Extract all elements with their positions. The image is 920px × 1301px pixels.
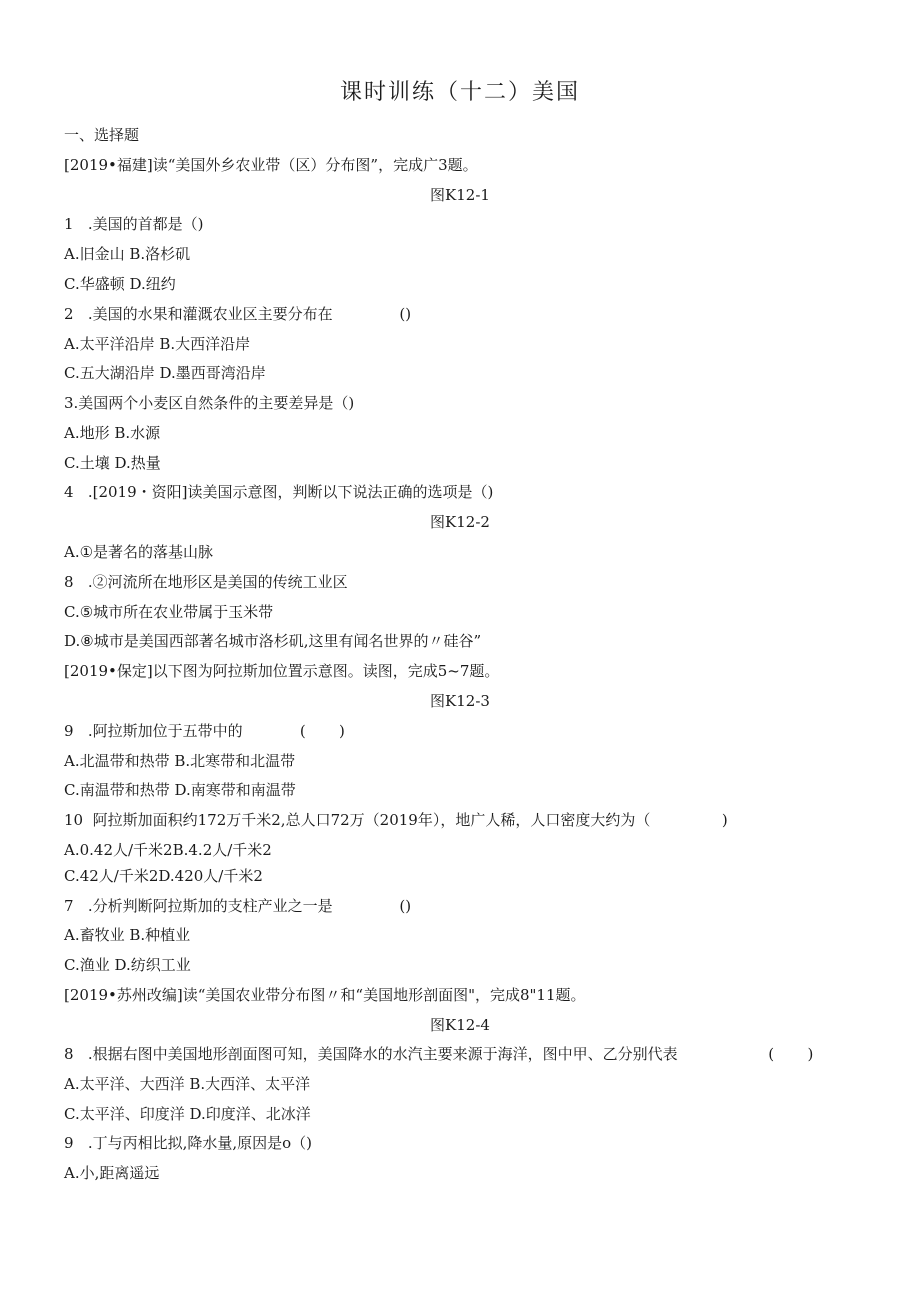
figure-caption: 图K12-4 [430,1016,490,1034]
question-intro: [2019•保定]以下图为阿拉斯加位置示意图。读图，完成5~7题。 [64,662,500,680]
answer-option: 8 .②河流所在地形区是美国的传统工业区 [64,573,348,591]
question-intro: [2019•苏州改编]读“美国农业带分布图〃和“美国地形剖面图"，完成8"11题。 [64,986,586,1004]
section-heading: 一、选择题 [64,126,140,144]
answer-options: C.42人/千米2D.420人/千米2 [64,867,263,885]
question: 10 阿拉斯加面积约172万千米2,总人口72万（2019年），地广人稀，人口密度大约为（ ) [64,811,728,829]
question-intro: [2019•福建]读“美国外乡农业带（区）分布图”，完成广3题。 [64,156,478,174]
answer-option: D.⑧城市是美国西部著名城市洛杉矶,这里有闻名世界的〃硅谷” [64,632,482,650]
answer-options: A.旧金山 B.洛杉矶 [64,245,191,263]
answer-options: C.五大湖沿岸 D.墨西哥湾沿岸 [64,364,266,382]
answer-options: A.0.42人/千米2B.4.2人/千米2 [64,841,272,859]
answer-option: A.①是著名的落基山脉 [64,543,214,561]
answer-options: C.华盛顿 D.纽约 [64,275,176,293]
question: 4 .[2019・资阳]读美国示意图，判断以下说法正确的选项是（) [64,483,494,501]
question: 7 .分析判断阿拉斯加的支柱产业之一是 () [64,897,412,915]
question: 1 .美国的首都是（) [64,215,204,233]
question: 9 .丁与丙相比拟,降水量,原因是o（) [64,1134,313,1152]
question: 3.美国两个小麦区自然条件的主要差异是（) [64,394,355,412]
answer-options: C.土壤 D.热量 [64,454,161,472]
figure-caption: 图K12-2 [430,513,490,531]
answer-option: A.小,距离遥远 [64,1164,160,1182]
answer-options: A.太平洋沿岸 B.大西洋沿岸 [64,335,251,353]
answer-options: C.南温带和热带 D.南寒带和南温带 [64,781,296,799]
figure-caption: 图K12-3 [430,692,490,710]
figure-caption: 图K12-1 [430,186,490,204]
answer-options: A.地形 B.水源 [64,424,161,442]
answer-options: A.畜牧业 B.种植业 [64,926,191,944]
question: 2 .美国的水果和灌溉农业区主要分布在 () [64,305,412,323]
answer-options: A.北温带和热带 B.北寒带和北温带 [64,752,296,770]
answer-options: C.太平洋、印度洋 D.印度洋、北冰洋 [64,1105,311,1123]
page-title: 课时训练（十二）美国 [339,80,580,105]
question: 8 .根据右图中美国地形剖面图可知，美国降水的水汽主要来源于海洋，图中甲、乙分别代表 ( ) [64,1045,814,1063]
question: 9 .阿拉斯加位于五带中的 ( ) [64,722,345,740]
answer-options: A.太平洋、大西洋 B.大西洋、太平洋 [64,1075,311,1093]
answer-options: C.渔业 D.纺织工业 [64,956,191,974]
answer-option: C.⑤城市所在农业带属于玉米带 [64,603,274,621]
